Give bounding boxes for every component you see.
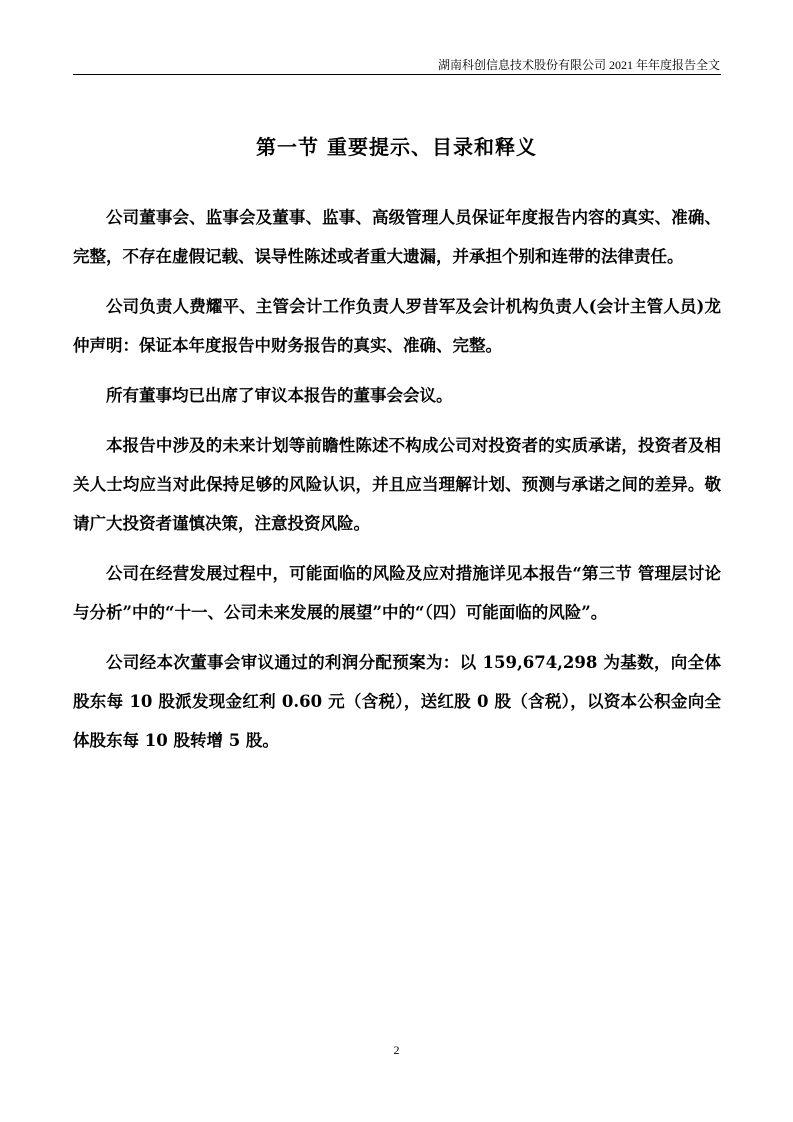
document-body [73,198,721,771]
paragraph-risk-reference: 公司在经营发展过程中，可能面临的风险及应对措施详见本报告“第三节 管理层讨论与分析”中的“十一、公司未来发展的展望”中的“（四）可能面临的风险”。 [73,564,721,622]
header-divider [73,74,721,75]
paragraph-board-attendance: 所有董事均已出席了审议本报告的董事会会议。 [106,386,453,405]
running-header: 湖南科创信息技术股份有限公司 2021 年年度报告全文 [437,58,720,72]
page-number: 2 [393,1043,400,1057]
paragraph-responsibility-statement: 公司董事会、监事会及董事、监事、高级管理人员保证年度报告内容的真实、准确、完整，不存在虚假记载、误导性陈述或者重大遗漏，并承担个别和连带的法律责任。 [73,208,721,266]
paragraph-profit-distribution: 公司经本次董事会审议通过的利润分配预案为：以 159,674,298 为基数，向全体股东每 10 股派发现金红利 0.60 元（含税），送红股 0 股（含税），以资本公积金向全体股东每 10 股转增 5 股。 [73,653,721,750]
paragraph-financial-statement-declaration: 公司负责人费耀平、主管会计工作负责人罗昔军及会计机构负责人(会计主管人员)龙仲声明：保证本年度报告中财务报告的真实、准确、完整。 [73,297,721,355]
paragraph-forward-looking-disclaimer: 本报告中涉及的未来计划等前瞻性陈述不构成公司对投资者的实质承诺，投资者及相关人士均应当对此保持足够的风险认识，并且应当理解计划、预测与承诺之间的差异。敬请广大投资者谨慎决策，注意投资风险。 [73,436,721,533]
section-title: 第一节 重要提示、目录和释义 [256,135,537,159]
